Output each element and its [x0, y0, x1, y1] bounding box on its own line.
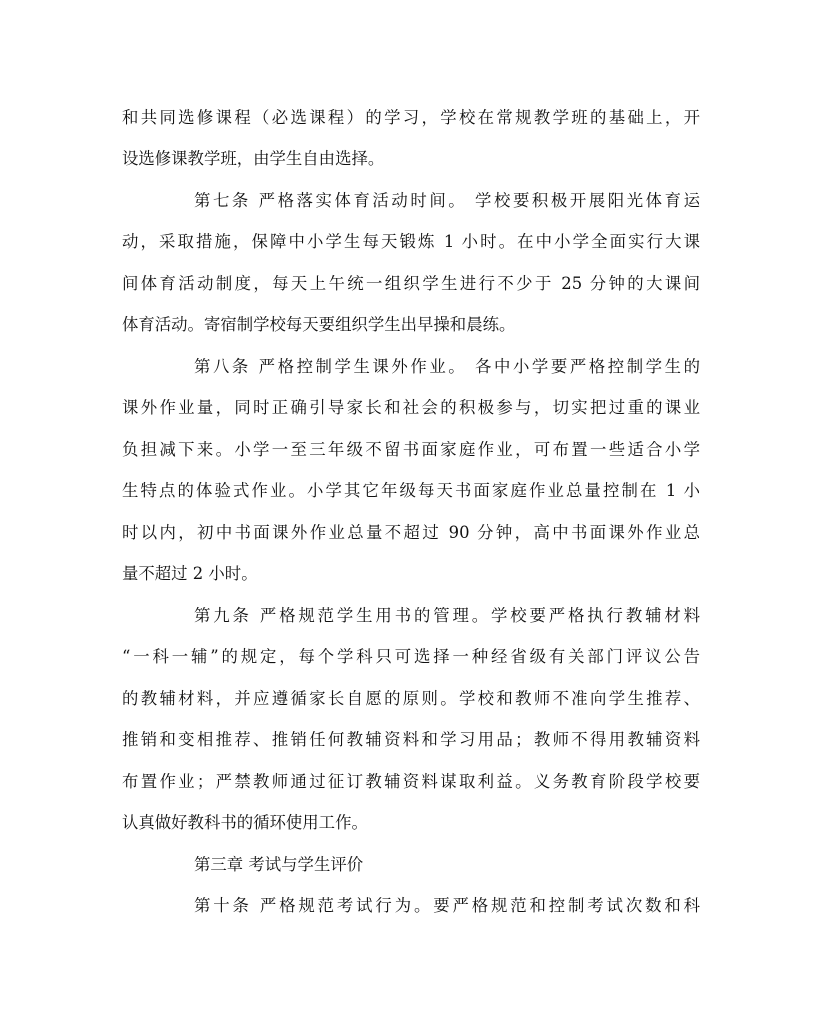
text-line: 推销和变相推荐、推销任何教辅资料和学习用品；教师不得用教辅资料 — [122, 730, 700, 749]
text-line: 间体育活动制度，每天上午统一组织学生进行不少于 25 分钟的大课间 — [122, 274, 700, 293]
text-line: 布置作业；严禁教师通过征订教辅资料谋取利益。义务教育阶段学校要 — [122, 772, 700, 791]
article-heading-7: 第七条 严格落实体育活动时间。 学校要积极开展阳光体育运 — [194, 191, 700, 210]
text-line: 时以内，初中书面课外作业总量不超过 90 分钟，高中书面课外作业总 — [122, 523, 700, 542]
text-line: 体育活动。寄宿制学校每天要组织学生出早操和晨练。 — [122, 315, 516, 334]
text-line: 量不超过 2 小时。 — [122, 564, 258, 583]
article-heading-8: 第八条 严格控制学生课外作业。 各中小学要严格控制学生的 — [194, 357, 700, 376]
text-line: 和共同选修课程（必选课程）的学习，学校在常规教学班的基础上，开 — [122, 108, 700, 127]
text-line: 生特点的体验式作业。小学其它年级每天书面家庭作业总量控制在 1 小 — [122, 481, 700, 500]
text-line: 动，采取措施，保障中小学生每天锻炼 1 小时。在中小学全面实行大课 — [122, 232, 700, 251]
chapter-heading: 第三章 考试与学生评价 — [194, 855, 364, 874]
text-line: 课外作业量，同时正确引导家长和社会的积极参与，切实把过重的课业 — [122, 398, 700, 417]
text-line: 负担减下来。小学一至三年级不留书面家庭作业，可布置一些适合小学 — [122, 440, 700, 459]
article-heading-9: 第九条 严格规范学生用书的管理。学校要严格执行教辅材料 — [194, 606, 700, 625]
text-line: 设选修课教学班，由学生自由选择。 — [122, 149, 385, 168]
text-line: 的教辅材料，并应遵循家长自愿的原则。学校和教师不准向学生推荐、 — [122, 689, 700, 708]
article-heading-10: 第十条 严格规范考试行为。要严格规范和控制考试次数和科 — [194, 896, 700, 915]
text-line: 认真做好教科书的循环使用工作。 — [122, 813, 368, 832]
text-line: “一科一辅”的规定，每个学科只可选择一种经省级有关部门评议公告 — [122, 647, 700, 666]
